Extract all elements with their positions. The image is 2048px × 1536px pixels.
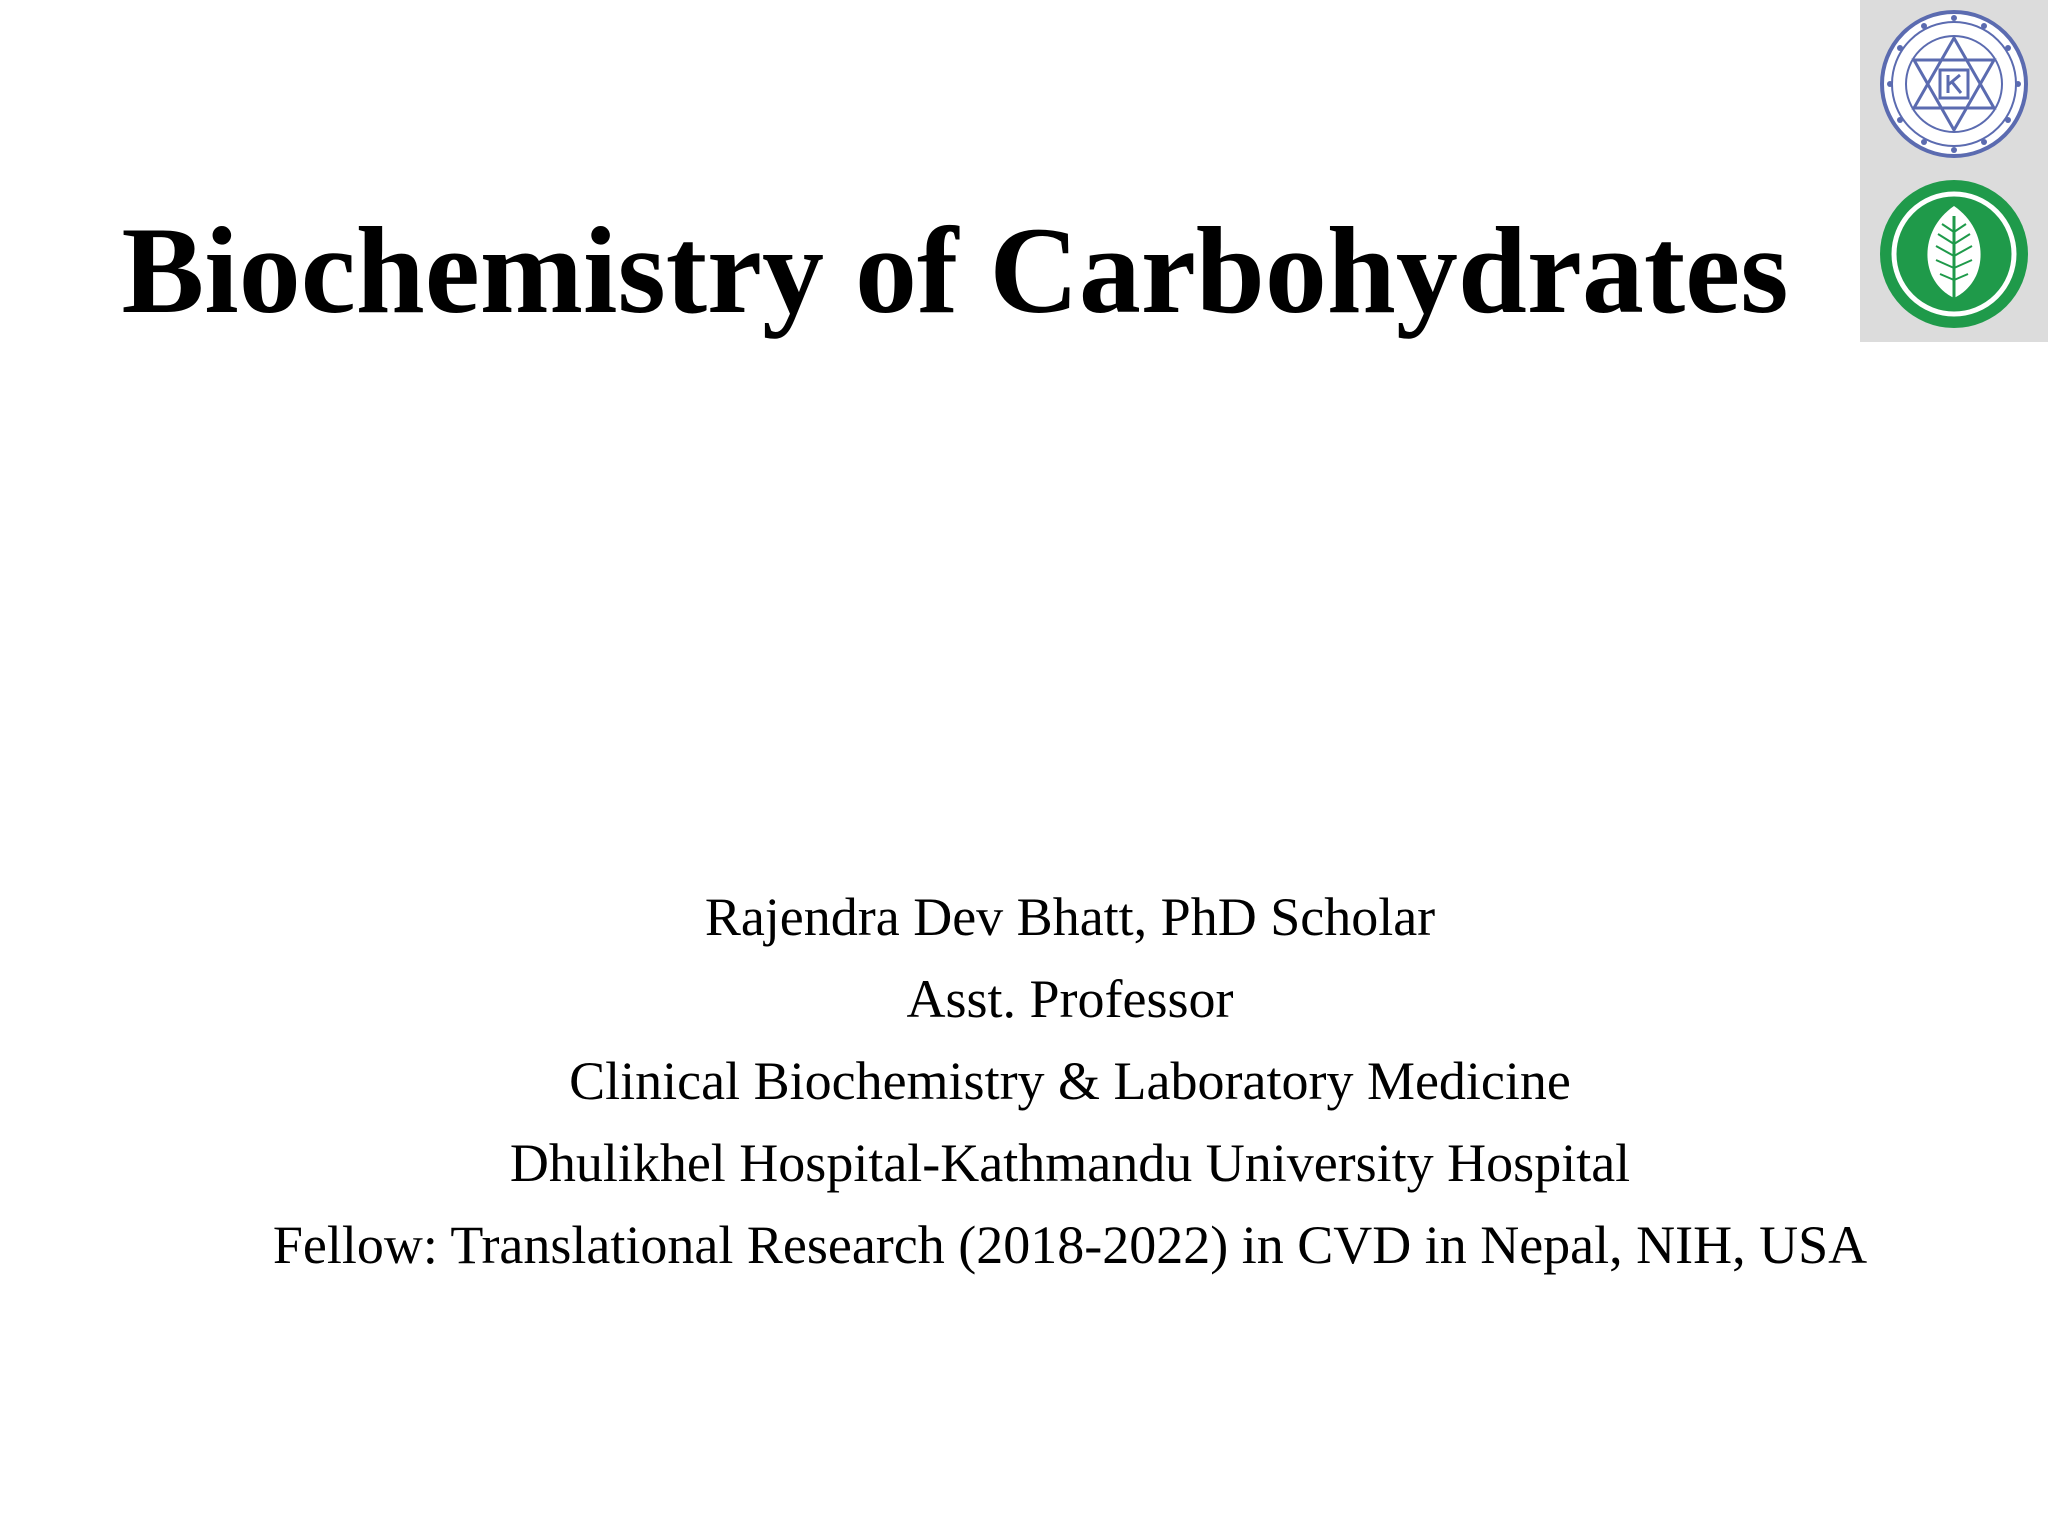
dhulikhel-hospital-leaf-icon — [1876, 176, 2032, 332]
logo-panel — [1860, 0, 2048, 342]
author-department: Clinical Biochemistry & Laboratory Medicine — [569, 1051, 1571, 1111]
author-info — [180, 876, 1960, 1286]
author-fellowship: Fellow: Translational Research (2018-2022) in CVD in Nepal, NIH, USA — [272, 1215, 1868, 1275]
kathmandu-university-seal-icon — [1878, 8, 2030, 160]
author-name: Rajendra Dev Bhatt, PhD Scholar — [704, 887, 1436, 947]
author-institution: Dhulikhel Hospital-Kathmandu University Hospital — [509, 1133, 1631, 1193]
author-position: Asst. Professor — [906, 969, 1234, 1029]
slide-title: Biochemistry of Carbohydrates — [121, 202, 1789, 339]
